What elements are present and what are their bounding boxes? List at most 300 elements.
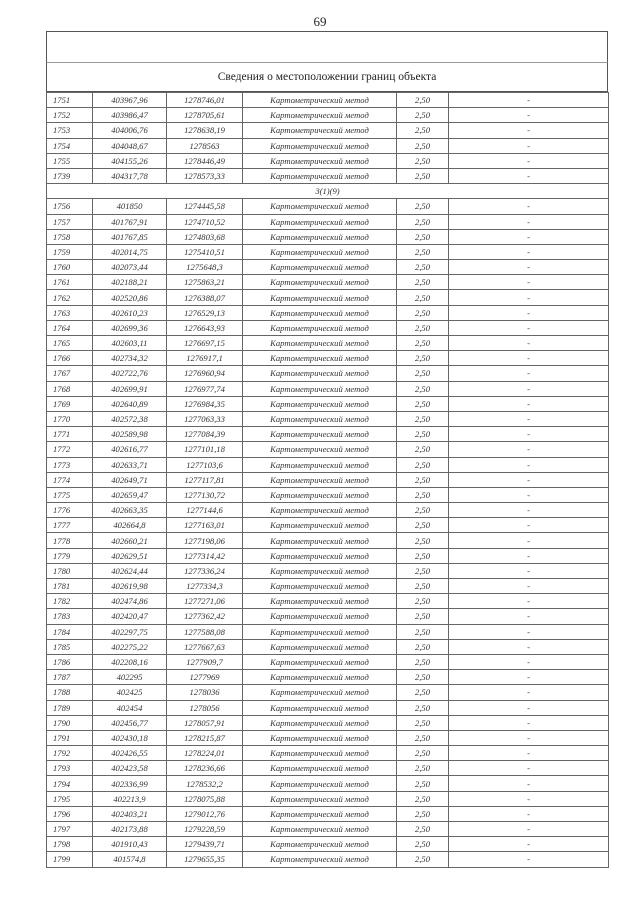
table-row (47, 487, 609, 502)
y-coordinate-cell: 1278573,33 (167, 168, 243, 183)
method-cell: Картометрический метод (243, 776, 397, 791)
y-coordinate-cell: 1278563 (167, 138, 243, 153)
precision-cell: 2,50 (397, 776, 449, 791)
point-number-cell: 1768 (47, 381, 93, 396)
description-cell: - (449, 806, 609, 821)
description-cell: - (449, 168, 609, 183)
description-cell: - (449, 229, 609, 244)
table-row (47, 93, 609, 108)
description-cell: - (449, 153, 609, 168)
x-coordinate-cell: 402520,86 (93, 290, 167, 305)
point-number-cell: 1739 (47, 168, 93, 183)
table-row (47, 503, 609, 518)
table-row (47, 381, 609, 396)
table-row (47, 123, 609, 138)
point-number-cell: 1764 (47, 320, 93, 335)
table-row (47, 791, 609, 806)
x-coordinate-cell: 402633,71 (93, 457, 167, 472)
x-coordinate-cell: 404006,76 (93, 123, 167, 138)
method-cell: Картометрический метод (243, 472, 397, 487)
precision-cell: 2,50 (397, 487, 449, 502)
precision-cell: 2,50 (397, 138, 449, 153)
x-coordinate-cell: 402423,58 (93, 761, 167, 776)
method-cell: Картометрический метод (243, 563, 397, 578)
description-cell: - (449, 305, 609, 320)
table-row (47, 746, 609, 761)
table-row (47, 396, 609, 411)
table-row (47, 730, 609, 745)
description-cell: - (449, 776, 609, 791)
method-cell: Картометрический метод (243, 108, 397, 123)
method-cell: Картометрический метод (243, 624, 397, 639)
method-cell: Картометрический метод (243, 761, 397, 776)
point-number-cell: 1786 (47, 654, 93, 669)
precision-cell: 2,50 (397, 518, 449, 533)
y-coordinate-cell: 1277117,81 (167, 472, 243, 487)
y-coordinate-cell: 1277334,3 (167, 579, 243, 594)
method-cell: Картометрический метод (243, 487, 397, 502)
point-number-cell: 1765 (47, 336, 93, 351)
x-coordinate-cell: 402629,51 (93, 548, 167, 563)
method-cell: Картометрический метод (243, 411, 397, 426)
x-coordinate-cell: 403986,47 (93, 108, 167, 123)
y-coordinate-cell: 1276917,1 (167, 351, 243, 366)
precision-cell: 2,50 (397, 503, 449, 518)
precision-cell: 2,50 (397, 396, 449, 411)
method-cell: Картометрический метод (243, 852, 397, 867)
x-coordinate-cell: 402699,91 (93, 381, 167, 396)
point-number-cell: 1781 (47, 579, 93, 594)
x-coordinate-cell: 402456,77 (93, 715, 167, 730)
description-cell: - (449, 457, 609, 472)
y-coordinate-cell: 1278075,88 (167, 791, 243, 806)
method-cell: Картометрический метод (243, 700, 397, 715)
y-coordinate-cell: 1277163,01 (167, 518, 243, 533)
method-cell: Картометрический метод (243, 427, 397, 442)
x-coordinate-cell: 401910,43 (93, 837, 167, 852)
table-row (47, 533, 609, 548)
method-cell: Картометрический метод (243, 457, 397, 472)
description-cell: - (449, 260, 609, 275)
y-coordinate-cell: 1278532,2 (167, 776, 243, 791)
y-coordinate-cell: 1277103,6 (167, 457, 243, 472)
y-coordinate-cell: 1276388,07 (167, 290, 243, 305)
point-number-cell: 1769 (47, 396, 93, 411)
description-cell: - (449, 123, 609, 138)
point-number-cell: 1754 (47, 138, 93, 153)
coordinates-table (46, 92, 609, 868)
x-coordinate-cell: 402734,32 (93, 351, 167, 366)
table-row (47, 168, 609, 183)
precision-cell: 2,50 (397, 700, 449, 715)
x-coordinate-cell: 403967,96 (93, 93, 167, 108)
x-coordinate-cell: 402454 (93, 700, 167, 715)
table-row (47, 214, 609, 229)
table-row (47, 472, 609, 487)
x-coordinate-cell: 402610,23 (93, 305, 167, 320)
table-row (47, 654, 609, 669)
point-number-cell: 1796 (47, 806, 93, 821)
precision-cell: 2,50 (397, 563, 449, 578)
precision-cell: 2,50 (397, 806, 449, 821)
point-number-cell: 1776 (47, 503, 93, 518)
x-coordinate-cell: 402420,47 (93, 609, 167, 624)
x-coordinate-cell: 402297,75 (93, 624, 167, 639)
description-cell: - (449, 381, 609, 396)
point-number-cell: 1761 (47, 275, 93, 290)
x-coordinate-cell: 402660,21 (93, 533, 167, 548)
precision-cell: 2,50 (397, 654, 449, 669)
precision-cell: 2,50 (397, 533, 449, 548)
method-cell: Картометрический метод (243, 351, 397, 366)
precision-cell: 2,50 (397, 199, 449, 214)
table-row (47, 457, 609, 472)
precision-cell: 2,50 (397, 639, 449, 654)
point-number-cell: 1757 (47, 214, 93, 229)
x-coordinate-cell: 402624,44 (93, 563, 167, 578)
y-coordinate-cell: 1277101,18 (167, 442, 243, 457)
y-coordinate-cell: 1276697,15 (167, 336, 243, 351)
y-coordinate-cell: 1278446,49 (167, 153, 243, 168)
table-row (47, 290, 609, 305)
description-cell: - (449, 138, 609, 153)
point-number-cell: 1784 (47, 624, 93, 639)
description-cell: - (449, 594, 609, 609)
x-coordinate-cell: 402699,36 (93, 320, 167, 335)
table-row (47, 199, 609, 214)
method-cell: Картометрический метод (243, 396, 397, 411)
x-coordinate-cell: 402295 (93, 670, 167, 685)
y-coordinate-cell: 1277144,6 (167, 503, 243, 518)
method-cell: Картометрический метод (243, 123, 397, 138)
point-number-cell: 1782 (47, 594, 93, 609)
point-number-cell: 1779 (47, 548, 93, 563)
table-row (47, 305, 609, 320)
precision-cell: 2,50 (397, 442, 449, 457)
x-coordinate-cell: 402619,98 (93, 579, 167, 594)
precision-cell: 2,50 (397, 168, 449, 183)
description-cell: - (449, 609, 609, 624)
y-coordinate-cell: 1277198,06 (167, 533, 243, 548)
precision-cell: 2,50 (397, 244, 449, 259)
point-number-cell: 1797 (47, 822, 93, 837)
precision-cell: 2,50 (397, 715, 449, 730)
table-row (47, 579, 609, 594)
y-coordinate-cell: 1278215,87 (167, 730, 243, 745)
description-cell: - (449, 336, 609, 351)
description-cell: - (449, 670, 609, 685)
table-title: Сведения о местоположении границ объекта (46, 62, 608, 92)
point-number-cell: 1792 (47, 746, 93, 761)
precision-cell: 2,50 (397, 548, 449, 563)
method-cell: Картометрический метод (243, 654, 397, 669)
method-cell: Картометрический метод (243, 609, 397, 624)
y-coordinate-cell: 1277909,7 (167, 654, 243, 669)
description-cell: - (449, 533, 609, 548)
point-number-cell: 1798 (47, 837, 93, 852)
precision-cell: 2,50 (397, 381, 449, 396)
point-number-cell: 1752 (47, 108, 93, 123)
table-row (47, 594, 609, 609)
y-coordinate-cell: 1278057,91 (167, 715, 243, 730)
precision-cell: 2,50 (397, 336, 449, 351)
table-row (47, 822, 609, 837)
precision-cell: 2,50 (397, 351, 449, 366)
y-coordinate-cell: 1278056 (167, 700, 243, 715)
x-coordinate-cell: 401574,8 (93, 852, 167, 867)
x-coordinate-cell: 402213,9 (93, 791, 167, 806)
table-row (47, 563, 609, 578)
point-number-cell: 1783 (47, 609, 93, 624)
precision-cell: 2,50 (397, 472, 449, 487)
precision-cell: 2,50 (397, 746, 449, 761)
point-number-cell: 1755 (47, 153, 93, 168)
table-row (47, 806, 609, 821)
description-cell: - (449, 214, 609, 229)
table-row (47, 776, 609, 791)
point-number-cell: 1780 (47, 563, 93, 578)
method-cell: Картометрический метод (243, 336, 397, 351)
point-number-cell: 1763 (47, 305, 93, 320)
point-number-cell: 1772 (47, 442, 93, 457)
x-coordinate-cell: 402616,77 (93, 442, 167, 457)
precision-cell: 2,50 (397, 123, 449, 138)
precision-cell: 2,50 (397, 229, 449, 244)
method-cell: Картометрический метод (243, 548, 397, 563)
method-cell: Картометрический метод (243, 305, 397, 320)
table-row (47, 427, 609, 442)
description-cell: - (449, 320, 609, 335)
y-coordinate-cell: 1277084,39 (167, 427, 243, 442)
y-coordinate-cell: 1279655,35 (167, 852, 243, 867)
precision-cell: 2,50 (397, 594, 449, 609)
description-cell: - (449, 852, 609, 867)
point-number-cell: 1753 (47, 123, 93, 138)
method-cell: Картометрический метод (243, 199, 397, 214)
x-coordinate-cell: 402474,86 (93, 594, 167, 609)
precision-cell: 2,50 (397, 305, 449, 320)
description-cell: - (449, 837, 609, 852)
description-cell: - (449, 199, 609, 214)
method-cell: Картометрический метод (243, 806, 397, 821)
description-cell: - (449, 290, 609, 305)
precision-cell: 2,50 (397, 579, 449, 594)
point-number-cell: 1758 (47, 229, 93, 244)
precision-cell: 2,50 (397, 427, 449, 442)
table-row (47, 685, 609, 700)
y-coordinate-cell: 1277130,72 (167, 487, 243, 502)
precision-cell: 2,50 (397, 791, 449, 806)
x-coordinate-cell: 402659,47 (93, 487, 167, 502)
table-row (47, 320, 609, 335)
point-number-cell: 1775 (47, 487, 93, 502)
y-coordinate-cell: 1277063,33 (167, 411, 243, 426)
y-coordinate-cell: 1276977,74 (167, 381, 243, 396)
table-row (47, 442, 609, 457)
x-coordinate-cell: 402275,22 (93, 639, 167, 654)
method-cell: Картометрический метод (243, 730, 397, 745)
table-row (47, 411, 609, 426)
point-number-cell: 1790 (47, 715, 93, 730)
description-cell: - (449, 396, 609, 411)
description-cell: - (449, 685, 609, 700)
description-cell: - (449, 487, 609, 502)
y-coordinate-cell: 1278036 (167, 685, 243, 700)
x-coordinate-cell: 402173,88 (93, 822, 167, 837)
method-cell: Картометрический метод (243, 715, 397, 730)
y-coordinate-cell: 1277271,06 (167, 594, 243, 609)
point-number-cell: 1759 (47, 244, 93, 259)
precision-cell: 2,50 (397, 275, 449, 290)
y-coordinate-cell: 1276643,93 (167, 320, 243, 335)
table-row (47, 275, 609, 290)
point-number-cell: 1793 (47, 761, 93, 776)
y-coordinate-cell: 1274803,68 (167, 229, 243, 244)
precision-cell: 2,50 (397, 290, 449, 305)
method-cell: Картометрический метод (243, 685, 397, 700)
description-cell: - (449, 351, 609, 366)
table-body-group-b (47, 199, 609, 867)
table-row (47, 260, 609, 275)
y-coordinate-cell: 1278638,19 (167, 123, 243, 138)
x-coordinate-cell: 402426,55 (93, 746, 167, 761)
y-coordinate-cell: 1279228,59 (167, 822, 243, 837)
table-row (47, 670, 609, 685)
boundary-table-sheet (46, 31, 608, 868)
point-number-cell: 1777 (47, 518, 93, 533)
description-cell: - (449, 624, 609, 639)
method-cell: Картометрический метод (243, 168, 397, 183)
method-cell: Картометрический метод (243, 746, 397, 761)
x-coordinate-cell: 402603,11 (93, 336, 167, 351)
description-cell: - (449, 275, 609, 290)
point-number-cell: 1788 (47, 685, 93, 700)
x-coordinate-cell: 402640,89 (93, 396, 167, 411)
description-cell: - (449, 244, 609, 259)
point-number-cell: 1773 (47, 457, 93, 472)
point-number-cell: 1795 (47, 791, 93, 806)
method-cell: Картометрический метод (243, 153, 397, 168)
method-cell: Картометрический метод (243, 791, 397, 806)
method-cell: Картометрический метод (243, 442, 397, 457)
table-row (47, 639, 609, 654)
point-number-cell: 1767 (47, 366, 93, 381)
subheading-cell: 3(1)(9) (47, 184, 609, 199)
table-row (47, 700, 609, 715)
y-coordinate-cell: 1275863,21 (167, 275, 243, 290)
precision-cell: 2,50 (397, 93, 449, 108)
table-row (47, 336, 609, 351)
table-row (47, 715, 609, 730)
description-cell: - (449, 427, 609, 442)
description-cell: - (449, 822, 609, 837)
description-cell: - (449, 700, 609, 715)
description-cell: - (449, 579, 609, 594)
point-number-cell: 1791 (47, 730, 93, 745)
description-cell: - (449, 730, 609, 745)
precision-cell: 2,50 (397, 624, 449, 639)
y-coordinate-cell: 1274710,52 (167, 214, 243, 229)
table-row (47, 244, 609, 259)
precision-cell: 2,50 (397, 153, 449, 168)
x-coordinate-cell: 401767,85 (93, 229, 167, 244)
method-cell: Картометрический метод (243, 381, 397, 396)
method-cell: Картометрический метод (243, 670, 397, 685)
method-cell: Картометрический метод (243, 579, 397, 594)
table-row (47, 518, 609, 533)
y-coordinate-cell: 1278746,01 (167, 93, 243, 108)
method-cell: Картометрический метод (243, 320, 397, 335)
method-cell: Картометрический метод (243, 290, 397, 305)
x-coordinate-cell: 402664,8 (93, 518, 167, 533)
method-cell: Картометрический метод (243, 533, 397, 548)
table-body-group-a (47, 93, 609, 184)
description-cell: - (449, 366, 609, 381)
description-cell: - (449, 411, 609, 426)
method-cell: Картометрический метод (243, 639, 397, 654)
method-cell: Картометрический метод (243, 503, 397, 518)
point-number-cell: 1789 (47, 700, 93, 715)
precision-cell: 2,50 (397, 730, 449, 745)
y-coordinate-cell: 1277362,42 (167, 609, 243, 624)
method-cell: Картометрический метод (243, 229, 397, 244)
method-cell: Картометрический метод (243, 594, 397, 609)
x-coordinate-cell: 402188,21 (93, 275, 167, 290)
precision-cell: 2,50 (397, 108, 449, 123)
x-coordinate-cell: 402722,76 (93, 366, 167, 381)
method-cell: Картометрический метод (243, 366, 397, 381)
description-cell: - (449, 639, 609, 654)
table-row (47, 366, 609, 381)
y-coordinate-cell: 1275648,3 (167, 260, 243, 275)
x-coordinate-cell: 404317,78 (93, 168, 167, 183)
method-cell: Картометрический метод (243, 822, 397, 837)
subheading-row-group (47, 184, 609, 199)
precision-cell: 2,50 (397, 609, 449, 624)
description-cell: - (449, 791, 609, 806)
x-coordinate-cell: 401850 (93, 199, 167, 214)
description-cell: - (449, 548, 609, 563)
point-number-cell: 1799 (47, 852, 93, 867)
x-coordinate-cell: 404048,67 (93, 138, 167, 153)
y-coordinate-cell: 1279012,76 (167, 806, 243, 821)
description-cell: - (449, 715, 609, 730)
y-coordinate-cell: 1276529,13 (167, 305, 243, 320)
x-coordinate-cell: 402403,21 (93, 806, 167, 821)
precision-cell: 2,50 (397, 837, 449, 852)
point-number-cell: 1751 (47, 93, 93, 108)
point-number-cell: 1760 (47, 260, 93, 275)
table-row (47, 852, 609, 867)
description-cell: - (449, 108, 609, 123)
precision-cell: 2,50 (397, 214, 449, 229)
point-number-cell: 1770 (47, 411, 93, 426)
table-row (47, 138, 609, 153)
precision-cell: 2,50 (397, 366, 449, 381)
y-coordinate-cell: 1278224,01 (167, 746, 243, 761)
point-number-cell: 1771 (47, 427, 93, 442)
table-row (47, 837, 609, 852)
x-coordinate-cell: 402336,99 (93, 776, 167, 791)
description-cell: - (449, 563, 609, 578)
table-row (47, 761, 609, 776)
table-row (47, 548, 609, 563)
description-cell: - (449, 518, 609, 533)
y-coordinate-cell: 1276984,35 (167, 396, 243, 411)
method-cell: Картометрический метод (243, 518, 397, 533)
y-coordinate-cell: 1275410,51 (167, 244, 243, 259)
y-coordinate-cell: 1274445,58 (167, 199, 243, 214)
